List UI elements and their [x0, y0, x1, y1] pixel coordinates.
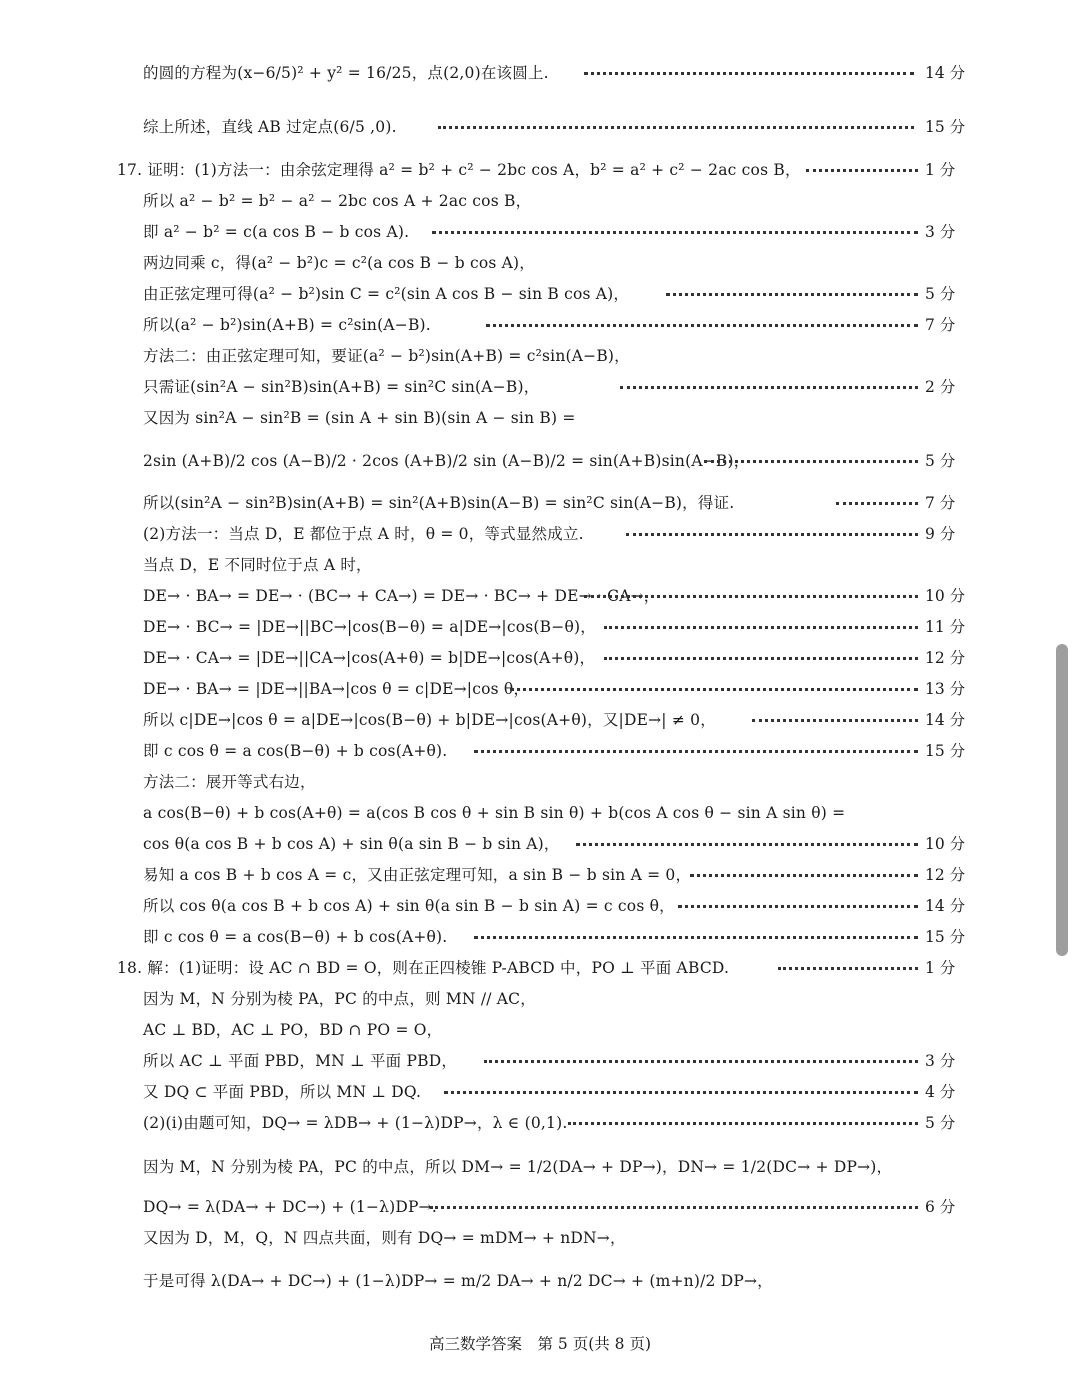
answer-line-3	[0, 156, 1080, 184]
score-label: 6 分	[925, 1198, 956, 1216]
leader-dots	[510, 688, 918, 691]
score-label: 1 分	[925, 959, 956, 977]
line-text: 所以 AC ⊥ 平面 PBD，MN ⊥ 平面 PBD，	[143, 1052, 458, 1070]
line-text: (2)方法一：当点 D，E 都位于点 A 时，θ = 0，等式显然成立.	[143, 525, 584, 543]
line-text: 又因为 D，M，Q，N 四点共面，则有 DQ→ = mDM→ + nDN→，	[143, 1229, 626, 1247]
line-text: 所以(sin²A − sin²B)sin(A+B) = sin²(A+B)sin(A−B) = sin²C sin(A−B)，得证.	[143, 494, 735, 512]
answer-line-24	[0, 830, 1080, 858]
answer-line-19	[0, 675, 1080, 703]
leader-dots	[484, 1060, 918, 1063]
leader-dots	[690, 874, 918, 877]
score-label: 13 分	[925, 680, 966, 698]
leader-dots	[704, 460, 918, 463]
answer-line-15	[0, 551, 1080, 579]
leader-dots	[444, 1091, 918, 1094]
answer-line-23	[0, 799, 1080, 827]
line-text: a cos(B−θ) + b cos(A+θ) = a(cos B cos θ + sin B sin θ) + b(cos A cos θ − sin A sin θ) =	[143, 804, 846, 822]
answer-line-32	[0, 1078, 1080, 1106]
line-text: 由正弦定理可得(a² − b²)sin C = c²(sin A cos B − sin B cos A)，	[143, 285, 630, 303]
answer-line-4	[0, 187, 1080, 215]
line-text: 当点 D，E 不同时位于点 A 时，	[143, 556, 372, 574]
answer-line-26	[0, 892, 1080, 920]
answer-line-13	[0, 489, 1080, 517]
line-text: 2sin (A+B)/2 cos (A−B)/2 · 2cos (A+B)/2 sin (A−B)/2 = sin(A+B)sin(A−B)，	[143, 452, 750, 470]
answer-line-5	[0, 218, 1080, 246]
answer-line-33	[0, 1109, 1080, 1137]
answer-line-8	[0, 311, 1080, 339]
leader-dots	[752, 719, 918, 722]
answer-line-9	[0, 342, 1080, 370]
answer-line-17	[0, 613, 1080, 641]
score-label: 5 分	[925, 452, 956, 470]
line-text: 所以 a² − b² = b² − a² − 2bc cos A + 2ac cos B，	[143, 192, 532, 210]
answer-line-16	[0, 582, 1080, 610]
score-label: 2 分	[925, 378, 956, 396]
line-text: AC ⊥ BD，AC ⊥ PO，BD ∩ PO = O，	[143, 1021, 443, 1039]
score-label: 5 分	[925, 1114, 956, 1132]
answer-line-36	[0, 1224, 1080, 1252]
leader-dots	[806, 169, 918, 172]
line-text: 即 c cos θ = a cos(B−θ) + b cos(A+θ).	[143, 742, 448, 760]
score-label: 15 分	[925, 118, 966, 136]
score-label: 10 分	[925, 835, 966, 853]
leader-dots	[620, 386, 918, 389]
line-text: 又因为 sin²A − sin²B = (sin A + sin B)(sin A − sin B) =	[143, 409, 576, 427]
answer-line-11	[0, 404, 1080, 432]
line-text: 易知 a cos B + b cos A = c，又由正弦定理可知，a sin B − b sin A = 0，	[143, 866, 692, 884]
score-label: 15 分	[925, 928, 966, 946]
line-text: 于是可得 λ(DA→ + DC→) + (1−λ)DP→ = m/2 DA→ + n/2 DC→ + (m+n)/2 DP→，	[143, 1272, 773, 1290]
answer-line-1	[0, 48, 1080, 82]
line-text: 两边同乘 c，得(a² − b²)c = c²(a cos B − b cos A)，	[143, 254, 535, 272]
score-label: 3 分	[925, 1052, 956, 1070]
leader-dots	[432, 231, 918, 234]
score-label: 7 分	[925, 316, 956, 334]
line-text: 所以(a² − b²)sin(A+B) = c²sin(A−B).	[143, 316, 431, 334]
leader-dots	[474, 750, 918, 753]
line-text: DQ→ = λ(DA→ + DC→) + (1−λ)DP→.	[143, 1198, 437, 1216]
leader-dots	[438, 126, 914, 129]
line-text: cos θ(a cos B + b cos A) + sin θ(a sin B − b sin A)，	[143, 835, 560, 853]
answer-line-21	[0, 737, 1080, 765]
line-text: DE→ · BA→ = DE→ · (BC→ + CA→) = DE→ · BC→ + DE→ · CA→，	[143, 587, 660, 605]
leader-dots	[474, 936, 918, 939]
line-text: 即 c cos θ = a cos(B−θ) + b cos(A+θ).	[143, 928, 448, 946]
score-label: 9 分	[925, 525, 956, 543]
score-label: 11 分	[925, 618, 966, 636]
line-text: 只需证(sin²A − sin²B)sin(A+B) = sin²C sin(A−B)，	[143, 378, 540, 396]
score-label: 14 分	[925, 711, 966, 729]
answer-line-18	[0, 644, 1080, 672]
answer-line-12	[0, 436, 1080, 470]
leader-dots	[576, 843, 918, 846]
line-text: 的圆的方程为(x−6/5)² + y² = 16/25，点(2,0)在该圆上.	[143, 64, 549, 82]
answer-line-34	[0, 1142, 1080, 1176]
leader-dots	[778, 967, 918, 970]
leader-dots	[604, 626, 918, 629]
line-text: DE→ · CA→ = |DE→||CA→|cos(A+θ) = b|DE→|cos(A+θ)，	[143, 649, 596, 667]
answer-line-22	[0, 768, 1080, 796]
answer-line-29	[0, 985, 1080, 1013]
leader-dots	[604, 657, 918, 660]
leader-dots	[626, 533, 918, 536]
line-text: 因为 M，N 分别为棱 PA，PC 的中点，所以 DM→ = 1/2(DA→ + DP→)，DN→ = 1/2(DC→ + DP→)，	[143, 1158, 893, 1176]
line-text: 又 DQ ⊂ 平面 PBD，所以 MN ⊥ DQ.	[143, 1083, 422, 1101]
vertical-scrollbar[interactable]	[1056, 644, 1068, 956]
answer-line-25	[0, 861, 1080, 889]
score-label: 1 分	[925, 161, 956, 179]
score-label: 14 分	[925, 897, 966, 915]
leader-dots	[836, 502, 918, 505]
answer-line-10	[0, 373, 1080, 401]
score-label: 12 分	[925, 649, 966, 667]
answer-line-37	[0, 1256, 1080, 1290]
line-text: DE→ · BC→ = |DE→||BC→|cos(B−θ) = a|DE→|cos(B−θ)，	[143, 618, 596, 636]
line-text: 综上所述，直线 AB 过定点(6/5 ,0).	[143, 118, 397, 136]
line-text: (2)(i)由题可知，DQ→ = λDB→ + (1−λ)DP→，λ ∈ (0,1).	[143, 1114, 568, 1132]
line-text: 18. 解：(1)证明：设 AC ∩ BD = O，则在正四棱锥 P-ABCD 中，PO ⊥ 平面 ABCD.	[117, 959, 730, 977]
leader-dots	[584, 595, 918, 598]
answer-line-28	[0, 954, 1080, 982]
answer-line-30	[0, 1016, 1080, 1044]
line-text: 即 a² − b² = c(a cos B − b cos A).	[143, 223, 410, 241]
score-label: 3 分	[925, 223, 956, 241]
score-label: 7 分	[925, 494, 956, 512]
line-text: 所以 cos θ(a cos B + b cos A) + sin θ(a sin B − b sin A) = c cos θ，	[143, 897, 675, 915]
line-text: 方法二：展开等式右边，	[143, 773, 316, 791]
score-label: 12 分	[925, 866, 966, 884]
page-footer: 高三数学答案 第 5 页(共 8 页)	[428, 1335, 652, 1353]
score-label: 14 分	[925, 64, 966, 82]
line-text: DE→ · BA→ = |DE→||BA→|cos θ = c|DE→|cos θ，	[143, 680, 530, 698]
score-label: 10 分	[925, 587, 966, 605]
line-text: 17. 证明：(1)方法一：由余弦定理得 a² = b² + c² − 2bc cos A，b² = a² + c² − 2ac cos B，	[117, 161, 801, 179]
leader-dots	[486, 324, 918, 327]
leader-dots	[584, 72, 914, 75]
leader-dots	[430, 1206, 918, 1209]
score-label: 5 分	[925, 285, 956, 303]
line-text: 方法二：由正弦定理可知，要证(a² − b²)sin(A+B) = c²sin(A−B)，	[143, 347, 630, 365]
answer-line-14	[0, 520, 1080, 548]
score-label: 4 分	[925, 1083, 956, 1101]
answer-line-35	[0, 1193, 1080, 1221]
answer-line-27	[0, 923, 1080, 951]
answer-line-2	[0, 102, 1080, 136]
leader-dots	[678, 905, 918, 908]
answer-line-6	[0, 249, 1080, 277]
leader-dots	[666, 293, 918, 296]
leader-dots	[568, 1122, 918, 1125]
answer-line-7	[0, 280, 1080, 308]
answer-line-20	[0, 706, 1080, 734]
score-label: 15 分	[925, 742, 966, 760]
line-text: 所以 c|DE→|cos θ = a|DE→|cos(B−θ) + b|DE→|cos(A+θ)，又|DE→| ≠ 0，	[143, 711, 716, 729]
line-text: 因为 M，N 分别为棱 PA，PC 的中点，则 MN // AC，	[143, 990, 536, 1008]
answer-line-31	[0, 1047, 1080, 1075]
